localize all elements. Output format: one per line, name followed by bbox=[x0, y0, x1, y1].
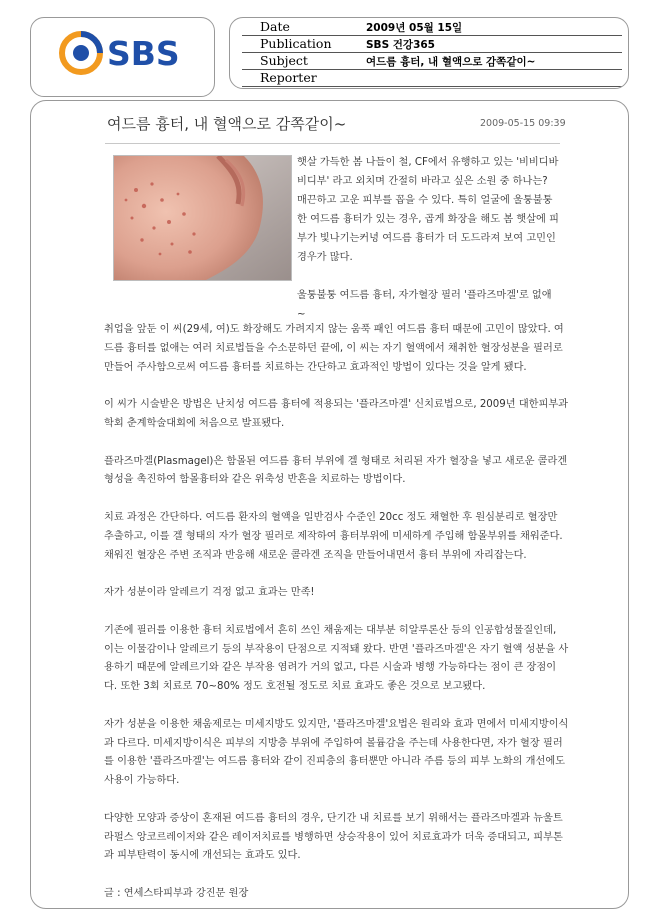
meta-key: Subject bbox=[260, 53, 308, 68]
body-paragraph: 이 씨가 시술받은 방법은 난치성 여드름 흉터에 적용되는 '플라즈마겔' 신치료법으로, 2009년 대한피부과학회 춘계학술대회에 처음으로 발표됐다. bbox=[104, 399, 569, 429]
meta-row-subject bbox=[242, 53, 622, 70]
meta-value: 2009년 05월 15일 bbox=[366, 22, 463, 34]
article-photo bbox=[113, 155, 292, 281]
body-paragraph: 다양한 모양과 증상이 혼재된 여드름 흉터의 경우, 단기간 내 치료를 보기 위해서는 플라즈마겔과 뉴울트라펄스 앙코르레이저와 같은 레이저치료를 병행하면 상승작용이 있어 치료효과가 더욱 증대되고, 피부톤과 피부탄력이 동시에 개선되는 효과도 있다. bbox=[104, 812, 563, 862]
article-intro bbox=[297, 153, 559, 324]
meta-row-reporter bbox=[242, 70, 622, 87]
meta-key: Reporter bbox=[260, 70, 317, 85]
body-paragraph: 취업을 앞둔 이 씨(29세, 여)도 화장해도 가려지지 않는 움푹 패인 여드름 흉터 때문에 고민이 많았다. 여드름 흉터를 없애는 여러 치료법들을 수소문하던 끝에, 이 씨는 자기 혈액에서 채취한 혈장성분을 필러로 만들어 주사함으로써 여드름 흉터를 치료하는 간단하고 효과적인 방법이 있다는 것을 알게 됐다. bbox=[104, 324, 564, 373]
face-photo-illustration bbox=[114, 156, 291, 280]
article-byline: 글 : 연세스타피부과 강진문 원장 bbox=[104, 887, 249, 899]
sbs-logo-box bbox=[30, 17, 215, 97]
article-box bbox=[30, 100, 629, 909]
metadata-box bbox=[229, 17, 629, 89]
meta-value: 여드름 흉터, 내 혈액으로 감쪽같이~ bbox=[366, 56, 536, 68]
meta-key: Publication bbox=[260, 36, 332, 51]
body-paragraph: 치료 과정은 간단하다. 여드름 환자의 혈액을 일반검사 수준인 20cc 정도 채혈한 후 원심분리로 혈장만 추출하고, 이를 겔 형태의 자가 혈장 필러로 제작하여 흉터부위에 미세하게 주입해 함몰부위를 채워준다. 채워진 혈장은 주변 조직과 반응해 새로운 콜라겐 조직을 만들어내면서 흉터 부위에 자리잡는다. bbox=[104, 511, 563, 561]
meta-key: Date bbox=[260, 19, 290, 34]
body-paragraph: 자가 성분을 이용한 채움제로는 미세지방도 있지만, '플라즈마겔'요법은 원리와 효과 면에서 미세지방이식과 다르다. 미세지방이식은 피부의 지방층 부위에 주입하여 볼륨감을 주는데 사용한다면, 자가 혈장 필러를 이용한 '플라즈마겔'는 여드름 흉터와 같이 진피층의 흉터뿐만 아니라 주름 등의 피부 노화의 개선에도 사용이 가능하다. bbox=[104, 718, 569, 787]
sbs-eye-icon bbox=[59, 31, 103, 75]
meta-value: SBS 건강365 bbox=[366, 39, 435, 51]
article-title: 여드름 흉터, 내 혈액으로 감쪽같이~ bbox=[107, 115, 347, 133]
body-subheading: 자가 성분이라 알레르기 걱정 없고 효과는 만족! bbox=[104, 587, 315, 599]
article-datetime: 2009-05-15 09:39 bbox=[480, 118, 566, 129]
meta-row-date bbox=[242, 19, 622, 36]
meta-row-publication bbox=[242, 36, 622, 53]
intro-paragraph: 햇살 가득한 봄 나들이 철, CF에서 유행하고 있는 '비비디바비디부' 라고 외치며 간절히 바라고 싶은 소원 중 하나는? 매끈하고 고운 피부를 꼽을 수 있다. 특히 얼굴에 울퉁불퉁한 여드름 흉터가 있는 경우, 곱게 화장을 해도 봄 햇살에 피부가 빛나기는커녕 여드름 흉터가 더 도드라져 보여 고민인 경우가 많다. bbox=[297, 157, 559, 263]
body-paragraph: 기존에 필러를 이용한 흉터 치료법에서 흔히 쓰인 채움제는 대부분 히알루론산 등의 인공합성물질인데, 이는 이물감이나 알레르기 등의 부작용이 단점으로 지적돼 왔다. 반면 '플라즈마겔'은 자기 혈액 성분을 사용하기 때문에 알레르기와 같은 부작용 염려가 거의 없고, 다른 시술과 병행 가능하다는 점이 큰 장점이다. 또한 3회 치료로 70~80% 정도 호전될 정도로 치료 효과도 좋은 것으로 보고됐다. bbox=[104, 624, 569, 693]
article-body bbox=[104, 321, 569, 923]
body-paragraph: 플라즈마겔(Plasmagel)은 함몰된 여드름 흉터 부위에 겔 형태로 처리된 자가 혈장을 넣고 새로운 콜라겐 형성을 촉진하여 함몰흉터와 같은 위축성 반흔을 치료하는 방법이다. bbox=[104, 455, 568, 486]
title-divider bbox=[105, 143, 560, 144]
sbs-logo-text: SBS bbox=[107, 34, 180, 73]
intro-subheading: 울퉁불퉁 여드름 흉터, 자가혈장 필러 '플라즈마겔'로 없애~ bbox=[297, 290, 552, 320]
